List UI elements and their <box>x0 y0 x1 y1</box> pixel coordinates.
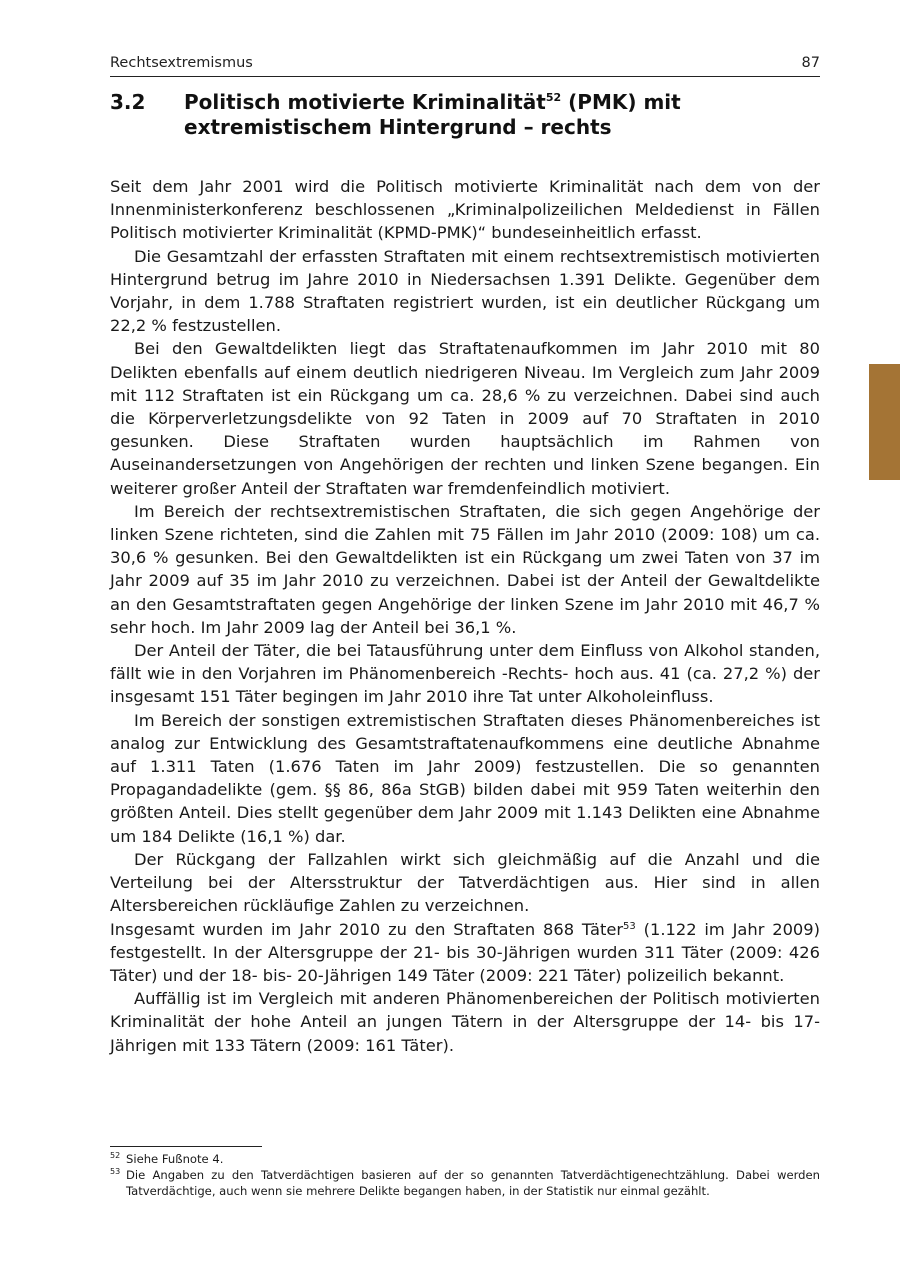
paragraph-7: Der Rückgang der Fallzahlen wirkt sich gleichmäßig auf die Anzahl und die Verteilung bei der Altersstruktur der Tatverdächtigen aus. Hier sind in allen Altersbereichen rückläufige Zahlen zu verzeichnen. <box>110 849 820 916</box>
footnote-text: Siehe Fußnote 4. <box>126 1152 224 1166</box>
paragraph-8 <box>110 918 820 988</box>
footnote-ref-53[interactable]: 53 <box>623 920 636 932</box>
footnote-ref-52[interactable]: 52 <box>545 91 562 104</box>
section-title-part1: Politisch motivierte Kriminalität <box>184 90 546 114</box>
section-title-part2: (PMK) mit extremistischem Hintergrund – rechts <box>184 90 681 139</box>
footnote-53 <box>110 1167 820 1199</box>
body-text <box>110 175 820 1057</box>
running-title: Rechtsextremismus <box>110 55 253 71</box>
paragraph-9: Auffällig ist im Vergleich mit anderen Phänomenbereichen der Politisch motivierten Kriminalität der hohe Anteil an jungen Tätern in der Altersgruppe der 14- bis 17-Jährigen mit 133 Tätern (2009: 161 Täter). <box>110 989 820 1055</box>
section-title <box>184 90 804 140</box>
paragraph-3: Bei den Gewaltdelikten liegt das Straftatenaufkommen im Jahr 2010 mit 80 Delikten ebenfalls auf einem deutlich niedrigeren Niveau. Im Vergleich zum Jahr 2009 mit 112 Straftaten ist ein Rückgang um ca. 28,6 % zu verzeichnen. Dabei sind auch die Körperverletzungsdelikte von 92 Taten in 2009 auf 70 Straftaten in 2010 gesunken. Diese Straftaten wurden hauptsächlich im Rahmen von Auseinandersetzungen von Angehörigen der rechten und linken Szene begangen. Ein weiterer großer Anteil der Straftaten war fremdenfeindlich motiviert. <box>110 339 820 498</box>
paragraph-2: Die Gesamtzahl der erfassten Straftaten mit einem rechtsextremistisch motivierten Hintergrund betrug im Jahre 2010 in Niedersachsen 1.391 Delikte. Gegenüber dem Vorjahr, in dem 1.788 Straftaten registriert wurden, ist ein deutlicher Rückgang um 22,2 % festzustellen. <box>110 246 820 336</box>
running-header <box>110 52 820 77</box>
paragraph-8-before: Insgesamt wurden im Jahr 2010 zu den Straftaten 868 Täter <box>110 919 624 939</box>
chapter-thumb-tab <box>869 364 900 480</box>
section-number: 3.2 <box>110 90 146 114</box>
footnote-mark: 52 <box>110 1151 121 1160</box>
footnote-divider <box>110 1146 262 1147</box>
paragraph-8-after: (1.122 im Jahr 2009) festgestellt. In der Altersgruppe der 21- bis 30-Jährigen wurden 311 Täter (2009: 426 Täter) und der 18- bis- 20-Jährigen 149 Täter (2009: 221 Täter) polizeilich bekannt. <box>110 919 821 985</box>
footnote-text: Die Angaben zu den Tatverdächtigen basieren auf der so genannten Tatverdächtigenechtzählung. Dabei werden Tatverdächtige, auch wenn sie mehrere Delikte begangen haben, in der Statistik nur einmal gezählt. <box>126 1168 820 1198</box>
footnote-52 <box>110 1151 820 1167</box>
paragraph-4: Im Bereich der rechtsextremistischen Straftaten, die sich gegen Angehörige der linken Szene richteten, sind die Zahlen mit 75 Fällen im Jahr 2010 (2009: 108) um ca. 30,6 % gesunken. Bei den Gewaltdelikten ist ein Rückgang um zwei Taten von 37 im Jahr 2009 auf 35 im Jahr 2010 zu verzeichnen. Dabei ist der Anteil der Gewaltdelikte an den Gesamtstraftaten gegen Angehörige der linken Szene im Jahr 2010 mit 46,7 % sehr hoch. Im Jahr 2009 lag der Anteil bei 36,1 %. <box>110 501 820 637</box>
paragraph-1: Seit dem Jahr 2001 wird die Politisch motivierte Kriminalität nach dem von der Innenministerkonferenz beschlossenen „Kriminalpolizeilichen Meldedienst in Fällen Politisch motivierter Kriminalität (KPMD-PMK)“ bundeseinheitlich erfasst. <box>110 177 820 243</box>
paragraph-5: Der Anteil der Täter, die bei Tatausführung unter dem Einfluss von Alkohol standen, fällt wie in den Vorjahren im Phänomenbereich -Rechts- hoch aus. 41 (ca. 27,2 %) der insgesamt 151 Täter begingen im Jahr 2010 ihre Tat unter Alkoholeinfluss. <box>110 641 820 707</box>
footnotes <box>110 1151 820 1199</box>
page-number: 87 <box>801 55 820 71</box>
footnote-mark: 53 <box>110 1167 121 1176</box>
paragraph-6: Im Bereich der sonstigen extremistischen Straftaten dieses Phänomenbereiches ist analog zur Entwicklung des Gesamtstraftatenaufkommens eine deutliche Abnahme auf 1.311 Taten (1.676 Taten im Jahr 2009) festzustellen. Die so genannten Propagandadelikte (gem. §§ 86, 86a StGB) bilden dabei mit 959 Taten weiterhin den größten Anteil. Dies stellt gegenüber dem Jahr 2009 mit 1.143 Delikten eine Abnahme um 184 Delikte (16,1 %) dar. <box>110 710 820 846</box>
